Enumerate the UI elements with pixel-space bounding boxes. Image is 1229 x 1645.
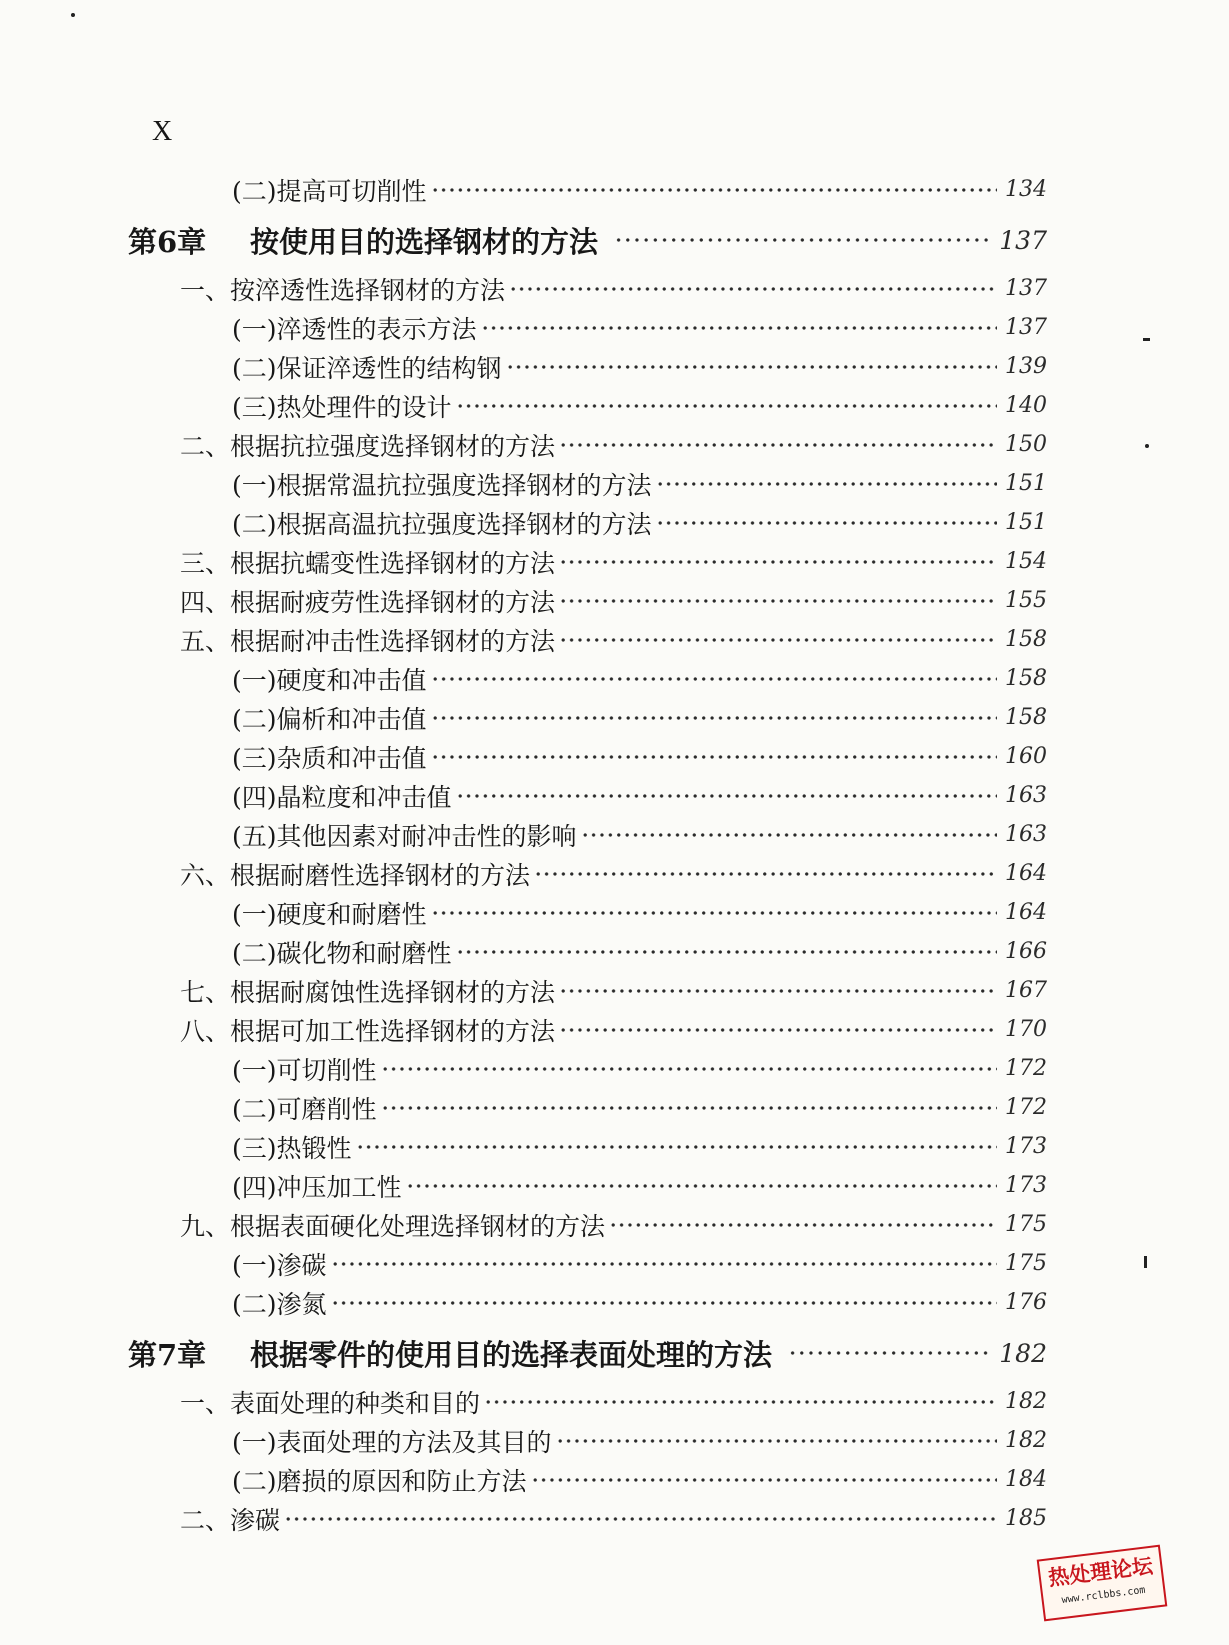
toc-section-entry <box>128 425 1047 464</box>
page-number: 172 <box>1005 1095 1047 1120</box>
dot-leader <box>431 909 997 917</box>
page-number: 151 <box>1005 471 1047 496</box>
chapter-heading <box>128 1330 1047 1376</box>
entry-label: 三、根据抗蠕变性选择钢材的方法 <box>180 548 556 578</box>
toc-section-entry <box>128 854 1047 893</box>
entry-label: (二)提高可切削性 <box>232 176 427 206</box>
chapter-title: 按使用目的选择钢材的方法 <box>250 224 599 259</box>
entry-label: 九、根据表面硬化处理选择钢材的方法 <box>180 1211 606 1241</box>
dot-leader <box>456 948 997 956</box>
toc-subsection-entry <box>128 659 1047 698</box>
dot-leader <box>559 987 997 995</box>
page-number: 182 <box>1005 1428 1047 1453</box>
dot-leader <box>381 1065 997 1073</box>
page-number: 155 <box>1005 588 1047 613</box>
dot-leader <box>531 1476 997 1484</box>
toc-section-entry <box>128 581 1047 620</box>
dot-leader <box>431 186 997 194</box>
dot-leader <box>406 1182 997 1190</box>
entry-label: (一)可切削性 <box>232 1055 377 1085</box>
toc-subsection-entry <box>128 1127 1047 1166</box>
entry-label: (二)碳化物和耐磨性 <box>232 938 452 968</box>
toc-section-entry <box>128 620 1047 659</box>
entry-label: (五)其他因素对耐冲击性的影响 <box>232 821 577 851</box>
page-number: 163 <box>1005 783 1047 808</box>
dot-leader <box>381 1104 997 1112</box>
dot-leader <box>506 363 997 371</box>
watermark-url: www.rclbbs.com <box>1061 1584 1147 1607</box>
page-number: 134 <box>1005 177 1047 202</box>
dot-leader <box>559 636 997 644</box>
page-number: 166 <box>1005 939 1047 964</box>
page-number: 140 <box>1005 393 1047 418</box>
toc-subsection-entry <box>128 347 1047 386</box>
dot-leader <box>559 441 997 449</box>
page-number: 176 <box>1005 1290 1047 1315</box>
toc-subsection-entry <box>128 893 1047 932</box>
entry-label: (一)淬透性的表示方法 <box>232 314 477 344</box>
toc-subsection-entry <box>128 698 1047 737</box>
entry-label: 一、表面处理的种类和目的 <box>180 1388 481 1418</box>
dot-leader <box>581 831 997 839</box>
dot-leader <box>481 324 997 332</box>
entry-label: 八、根据可加工性选择钢材的方法 <box>180 1016 556 1046</box>
entry-label: (二)磨损的原因和防止方法 <box>232 1466 527 1496</box>
toc-subsection-entry <box>128 1166 1047 1205</box>
page-number: 154 <box>1005 549 1047 574</box>
chapter-title: 根据零件的使用目的选择表面处理的方法 <box>250 1337 773 1372</box>
toc-subsection-entry <box>128 1421 1047 1460</box>
entry-label: 一、按淬透性选择钢材的方法 <box>180 275 506 305</box>
page-number: 184 <box>1005 1467 1047 1492</box>
toc-subsection-entry <box>128 386 1047 425</box>
chapter-number: 第6章 <box>128 224 207 259</box>
toc-subsection-entry <box>128 308 1047 347</box>
page-number: 170 <box>1005 1017 1047 1042</box>
page-header: X <box>152 116 174 147</box>
watermark-stamp <box>1037 1545 1168 1622</box>
toc-section-entry <box>128 1382 1047 1421</box>
page-number: 173 <box>1005 1173 1047 1198</box>
page-number: 158 <box>1005 705 1047 730</box>
toc-subsection-entry <box>128 1244 1047 1283</box>
dot-leader <box>431 714 997 722</box>
toc-section-entry <box>128 269 1047 308</box>
entry-label: (四)晶粒度和冲击值 <box>232 782 452 812</box>
page-number: 167 <box>1005 978 1047 1003</box>
entry-label: (二)保证淬透性的结构钢 <box>232 353 502 383</box>
page-number: 175 <box>1005 1251 1047 1276</box>
watermark-title: 热处理论坛 <box>1046 1552 1155 1591</box>
dot-leader <box>609 1221 997 1229</box>
page-number: 160 <box>1005 744 1047 769</box>
scan-speck <box>1145 444 1149 448</box>
dot-leader <box>656 480 997 488</box>
toc-section-entry <box>128 1499 1047 1538</box>
entry-label: (四)冲压加工性 <box>232 1172 402 1202</box>
scan-speck <box>1143 338 1150 341</box>
page-number: 173 <box>1005 1134 1047 1159</box>
toc-subsection-entry <box>128 170 1047 209</box>
dot-leader <box>331 1260 997 1268</box>
page-number: 150 <box>1005 432 1047 457</box>
dot-leader <box>331 1299 997 1307</box>
entry-label: (一)硬度和耐磨性 <box>232 899 427 929</box>
page-number: 164 <box>1005 900 1047 925</box>
toc-subsection-entry <box>128 1049 1047 1088</box>
toc-subsection-entry <box>128 464 1047 503</box>
toc-section-entry <box>128 971 1047 1010</box>
toc-subsection-entry <box>128 1283 1047 1322</box>
page-number: 182 <box>999 1338 1047 1368</box>
toc-subsection-entry <box>128 815 1047 854</box>
entry-label: 二、渗碳 <box>180 1505 281 1535</box>
page-number: 151 <box>1005 510 1047 535</box>
entry-label: (一)硬度和冲击值 <box>232 665 427 695</box>
dot-leader <box>656 519 997 527</box>
toc-subsection-entry <box>128 1460 1047 1499</box>
toc-subsection-entry <box>128 737 1047 776</box>
dot-leader <box>559 1026 997 1034</box>
page-number: 163 <box>1005 822 1047 847</box>
entry-label: (二)可磨削性 <box>232 1094 377 1124</box>
dot-leader <box>431 753 997 761</box>
dot-leader <box>484 1398 997 1406</box>
table-of-contents <box>128 170 1047 1538</box>
page-number: 164 <box>1005 861 1047 886</box>
dot-leader <box>559 558 997 566</box>
dot-leader <box>534 870 997 878</box>
scan-speck <box>1144 1256 1147 1268</box>
entry-label: (二)偏析和冲击值 <box>232 704 427 734</box>
dot-leader <box>556 1437 997 1445</box>
chapter-number: 第7章 <box>128 1337 207 1372</box>
entry-label: 四、根据耐疲劳性选择钢材的方法 <box>180 587 556 617</box>
dot-leader <box>356 1143 997 1151</box>
entry-label: (二)根据高温抗拉强度选择钢材的方法 <box>232 509 652 539</box>
page-number: 172 <box>1005 1056 1047 1081</box>
toc-subsection-entry <box>128 1088 1047 1127</box>
page-number: 175 <box>1005 1212 1047 1237</box>
entry-label: 二、根据抗拉强度选择钢材的方法 <box>180 431 556 461</box>
dot-leader <box>509 285 997 293</box>
dot-leader <box>284 1515 997 1523</box>
toc-subsection-entry <box>128 503 1047 542</box>
dot-leader <box>431 675 997 683</box>
page-number: 137 <box>999 225 1047 255</box>
toc-subsection-entry <box>128 776 1047 815</box>
page-number: 185 <box>1005 1506 1047 1531</box>
page-number: 139 <box>1005 354 1047 379</box>
entry-label: (三)杂质和冲击值 <box>232 743 427 773</box>
entry-label: 六、根据耐磨性选择钢材的方法 <box>180 860 531 890</box>
toc-section-entry <box>128 1010 1047 1049</box>
page-number: 158 <box>1005 666 1047 691</box>
page-number: 158 <box>1005 627 1047 652</box>
entry-label: (一)根据常温抗拉强度选择钢材的方法 <box>232 470 652 500</box>
page-number: 137 <box>1005 315 1047 340</box>
entry-label: (一)渗碳 <box>232 1250 327 1280</box>
page-number: 137 <box>1005 276 1047 301</box>
entry-label: (三)热锻性 <box>232 1133 352 1163</box>
chapter-heading <box>128 217 1047 263</box>
dot-leader <box>614 236 993 244</box>
entry-label: 七、根据耐腐蚀性选择钢材的方法 <box>180 977 556 1007</box>
entry-label: (三)热处理件的设计 <box>232 392 452 422</box>
entry-label: (一)表面处理的方法及其目的 <box>232 1427 552 1457</box>
toc-subsection-entry <box>128 932 1047 971</box>
entry-label: (二)渗氮 <box>232 1289 327 1319</box>
dot-leader <box>788 1349 993 1357</box>
scan-speck <box>71 13 75 17</box>
dot-leader <box>456 402 997 410</box>
page-number: 182 <box>1005 1389 1047 1414</box>
toc-section-entry <box>128 542 1047 581</box>
dot-leader <box>559 597 997 605</box>
dot-leader <box>456 792 997 800</box>
entry-label: 五、根据耐冲击性选择钢材的方法 <box>180 626 556 656</box>
toc-section-entry <box>128 1205 1047 1244</box>
